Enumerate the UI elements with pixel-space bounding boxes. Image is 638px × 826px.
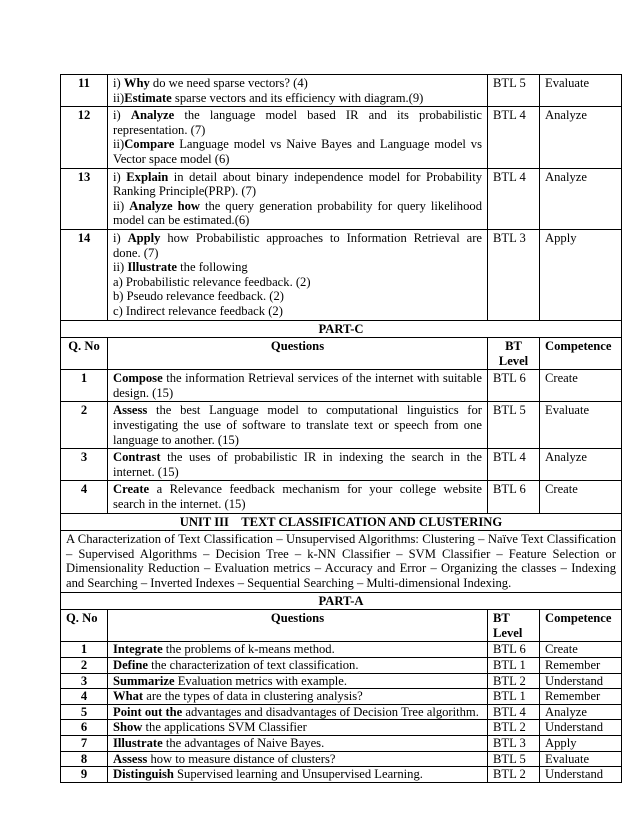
question-bank-table [60, 74, 622, 783]
bt-level: BTL 3 [488, 735, 540, 751]
question-fragment: do we need sparse vectors? (4) [149, 76, 308, 90]
question-line [113, 91, 482, 106]
action-verb: Analyze [130, 108, 175, 123]
question-fragment: how Probabilistic approaches to Information Retrieval are done. (7) [113, 230, 482, 260]
action-verb: Integrate [113, 642, 163, 657]
question-fragment: in detail about binary independence model for Probability Ranking Principle(PRP). (7) [113, 169, 482, 199]
bt-level-header: BT Level [488, 610, 540, 642]
question-text [108, 168, 488, 229]
question-fragment: Supervised learning and Unsupervised Learning. [173, 767, 423, 782]
question-fragment: the language model based IR and its probabilistic representation. (7) [113, 108, 482, 137]
question-fragment: the applications SVM Classifier [142, 720, 307, 735]
question-text [108, 735, 488, 751]
table-row [61, 704, 622, 720]
question-text [108, 751, 488, 767]
table-row [61, 481, 622, 513]
part-a-rows [61, 642, 622, 782]
competence: Analyze [540, 449, 622, 481]
question-number: 5 [61, 704, 108, 720]
question-text [108, 370, 488, 402]
question-text [108, 657, 488, 673]
question-number: 2 [61, 657, 108, 673]
question-fragment: the query generation probability for query likelihood model can be estimated.(6) [113, 198, 482, 228]
action-verb: Illustrate [127, 260, 178, 275]
question-fragment: the problems of k-means method. [162, 642, 335, 657]
question-line [113, 289, 482, 304]
bt-level: BTL 1 [488, 657, 540, 673]
action-verb: Compare [124, 137, 175, 152]
table-row [61, 370, 622, 402]
question-number: 8 [61, 751, 108, 767]
competence: Understand [540, 767, 622, 783]
question-fragment: the advantages of Naive Bayes. [162, 735, 325, 750]
qno-header: Q. No [61, 338, 108, 370]
question-text [108, 642, 488, 658]
part-c-section [61, 320, 622, 370]
table-row [61, 168, 622, 229]
question-fragment: i) [113, 230, 128, 245]
question-fragment: b) Pseudo relevance feedback. (2) [113, 289, 284, 304]
question-line [113, 199, 482, 228]
question-number: 6 [61, 720, 108, 736]
question-text [108, 720, 488, 736]
competence: Evaluate [540, 751, 622, 767]
table-row [61, 402, 622, 449]
question-fragment: a) Probabilistic relevance feedback. (2) [113, 274, 311, 289]
part-c-rows [61, 370, 622, 513]
competence: Create [540, 481, 622, 513]
question-line [113, 108, 482, 137]
question-line [113, 170, 482, 199]
table-row [61, 673, 622, 689]
question-line [113, 260, 482, 275]
action-verb: Define [113, 657, 148, 672]
question-fragment: the characterization of text classification. [147, 657, 359, 672]
bt-level: BTL 4 [488, 107, 540, 168]
bt-level: BTL 6 [488, 481, 540, 513]
competence: Apply [540, 229, 622, 320]
question-text [108, 402, 488, 449]
bt-level: BTL 5 [488, 751, 540, 767]
competence: Analyze [540, 168, 622, 229]
bt-level: BTL 5 [488, 75, 540, 107]
question-fragment: ii) [113, 137, 125, 152]
question-fragment: i) [113, 169, 127, 184]
action-verb: Why [123, 76, 150, 90]
qno-header: Q. No [61, 610, 108, 642]
question-line [113, 76, 482, 91]
competence-header: Competence [540, 610, 622, 642]
question-text [108, 449, 488, 481]
competence: Remember [540, 689, 622, 705]
question-number: 14 [61, 229, 108, 320]
action-verb: Create [113, 482, 150, 497]
bt-level: BTL 2 [488, 673, 540, 689]
bt-level: BTL 6 [488, 642, 540, 658]
bt-level-header: BT Level [488, 338, 540, 370]
bt-level: BTL 5 [488, 402, 540, 449]
action-verb: Illustrate [113, 735, 163, 750]
competence: Create [540, 642, 622, 658]
table-row [61, 107, 622, 168]
part-b-continued-rows [61, 75, 622, 321]
question-fragment: a Relevance feedback mechanism for your college website search in the internet. (15) [113, 482, 482, 512]
unit-syllabus: A Characterization of Text Classification – Unsupervised Algorithms: Clustering – Naïve Text Classification – Supervised Algorithms – Decision Tree – k-NN Classifier – SVM Classifier – Feature Selection or Dimensionality Reduction – Evaluation metrics – Accuracy and Error – Organizing the classes – Indexing and Searching – Inverted Indexes – Sequential Searching – Multi-dimensional Indexing. [61, 531, 622, 592]
question-fragment: the best Language model to computational linguistics for investigating the use of software to translate text or speech from one language to another. (15) [113, 403, 482, 447]
question-number: 1 [61, 642, 108, 658]
action-verb: Assess [113, 751, 148, 766]
part-c-header-row [61, 338, 622, 370]
question-text [108, 704, 488, 720]
action-verb: Explain [126, 169, 169, 184]
table-row [61, 751, 622, 767]
question-fragment: advantages and disadvantages of Decision Tree algorithm. [182, 704, 479, 719]
question-number: 3 [61, 673, 108, 689]
action-verb: What [113, 689, 144, 704]
competence: Apply [540, 735, 622, 751]
question-text [108, 673, 488, 689]
competence: Understand [540, 673, 622, 689]
unit-title: UNIT III TEXT CLASSIFICATION AND CLUSTERING [61, 513, 622, 531]
bt-level: BTL 1 [488, 689, 540, 705]
question-fragment: ii) [113, 260, 128, 275]
question-fragment: i) [113, 76, 124, 90]
competence-header: Competence [540, 338, 622, 370]
bt-level: BTL 4 [488, 704, 540, 720]
action-verb: Compose [113, 371, 163, 386]
question-fragment: how to measure distance of clusters? [147, 751, 336, 766]
bt-level: BTL 6 [488, 370, 540, 402]
table-row [61, 657, 622, 673]
action-verb: Apply [127, 230, 161, 245]
action-verb: Analyze how [129, 198, 200, 213]
question-fragment: are the types of data in clustering analysis? [143, 689, 363, 704]
question-fragment: the uses of probabilistic IR in indexing the search in the internet. (15) [113, 450, 482, 479]
unit-section [61, 513, 622, 642]
table-row [61, 689, 622, 705]
question-fragment: Language model vs Naive Bayes and Language model vs Vector space model (6) [113, 137, 482, 166]
question-number: 4 [61, 689, 108, 705]
table-row [61, 449, 622, 481]
table-row [61, 735, 622, 751]
bt-level: BTL 3 [488, 229, 540, 320]
question-number: 4 [61, 481, 108, 513]
questions-header: Questions [108, 338, 488, 370]
question-text [108, 689, 488, 705]
table-row [61, 642, 622, 658]
question-fragment: Evaluation metrics with example. [174, 673, 347, 688]
question-number: 3 [61, 449, 108, 481]
competence: Remember [540, 657, 622, 673]
part-c-title: PART-C [61, 320, 622, 338]
question-line [113, 137, 482, 166]
question-line [113, 275, 482, 290]
table-row [61, 767, 622, 783]
table-row [61, 229, 622, 320]
questions-header: Questions [108, 610, 488, 642]
question-text [108, 481, 488, 513]
question-fragment: i) [113, 108, 131, 123]
question-text [108, 75, 488, 107]
competence: Evaluate [540, 402, 622, 449]
question-number: 11 [61, 75, 108, 107]
table-row [61, 720, 622, 736]
part-a-title: PART-A [61, 592, 622, 610]
bt-level: BTL 2 [488, 720, 540, 736]
question-number: 9 [61, 767, 108, 783]
action-verb: Contrast [113, 450, 161, 465]
competence: Analyze [540, 704, 622, 720]
bt-level: BTL 4 [488, 449, 540, 481]
question-number: 2 [61, 402, 108, 449]
question-line [113, 231, 482, 260]
question-fragment: c) Indirect relevance feedback (2) [113, 303, 283, 318]
action-verb: Summarize [113, 673, 175, 688]
question-fragment: ii) [113, 198, 130, 213]
competence: Understand [540, 720, 622, 736]
question-number: 1 [61, 370, 108, 402]
action-verb: Point out the [113, 704, 183, 719]
part-a-header-row [61, 610, 622, 642]
question-fragment: the information Retrieval services of the internet with suitable design. (15) [113, 371, 482, 400]
table-row [61, 75, 622, 107]
competence: Evaluate [540, 75, 622, 107]
bt-level: BTL 2 [488, 767, 540, 783]
question-number: 7 [61, 735, 108, 751]
action-verb: Show [113, 720, 143, 735]
question-fragment: the following [177, 260, 248, 275]
action-verb: Distinguish [113, 767, 174, 782]
question-fragment: sparse vectors and its efficiency with diagram.(9) [171, 90, 424, 105]
competence: Analyze [540, 107, 622, 168]
question-text [108, 229, 488, 320]
competence: Create [540, 370, 622, 402]
question-text [108, 767, 488, 783]
question-fragment: ii) [113, 90, 125, 105]
action-verb: Estimate [124, 90, 172, 105]
action-verb: Assess [113, 403, 148, 418]
bt-level: BTL 4 [488, 168, 540, 229]
question-text [108, 107, 488, 168]
question-number: 13 [61, 168, 108, 229]
question-line [113, 304, 482, 319]
question-number: 12 [61, 107, 108, 168]
